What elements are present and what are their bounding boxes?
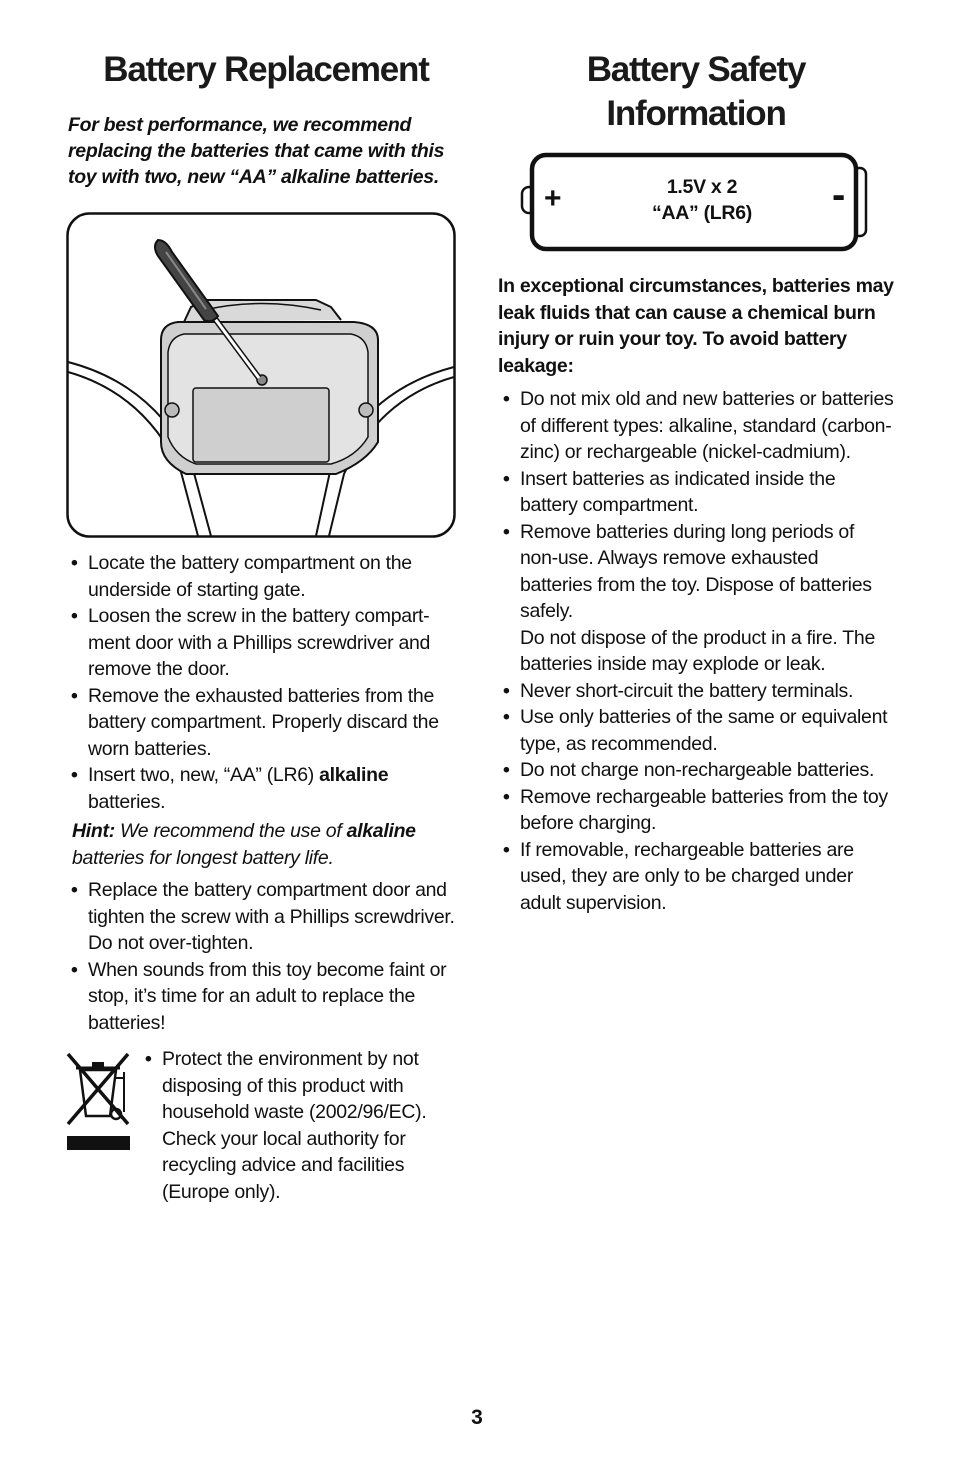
remove-batteries-text: • Remove batteries during long periods of non-use. Always remove exhausted batteries from the toy. Dispose of batteries safely. <box>520 520 872 622</box>
crossed-out-wheelie-bin-icon <box>64 1050 134 1156</box>
screwdriver-battery-compartment-illustration <box>66 212 456 538</box>
replacement-intro: For best performance, we recommend replacing the batteries that came with this toy with two, new “AA” alkaline batteries. <box>68 114 445 188</box>
list-item: • Locate the battery compartment on the underside of starting gate. <box>66 550 466 603</box>
battery-safety-title-line1: Battery Safety <box>586 50 806 89</box>
environment-note-block <box>140 1046 460 1205</box>
battery-plus-sign: + <box>544 182 562 215</box>
insert-step-end: batteries. <box>88 790 166 813</box>
right-column <box>498 0 894 136</box>
list-item: • When sounds from this toy become faint or stop, it’s time for an adult to replace the batteries! <box>66 957 466 1037</box>
list-item: • If removable, rechargeable batteries are used, they are only to be charged under adult supervision. <box>498 837 894 917</box>
list-item <box>66 762 466 815</box>
hint-text: We recommend the use of <box>114 820 347 842</box>
environment-note: • Protect the environment by not disposing of this product with household waste (2002/96/EC). Check your local authority for recycling advice and facilities (Europe only). <box>140 1046 460 1205</box>
safety-list <box>498 386 894 916</box>
hint-text-end: batteries for longest battery life. <box>72 846 334 869</box>
environment-list <box>140 1046 460 1205</box>
list-item: • Loosen the screw in the battery compart-ment door with a Phillips screwdriver and remove the door. <box>66 603 466 683</box>
hint-alkaline: alkaline <box>346 820 416 842</box>
replacement-steps-b <box>66 877 466 1036</box>
left-column-steps <box>66 550 466 1036</box>
left-column <box>66 0 466 190</box>
insert-step-text: Insert two, new, “AA” (LR6) <box>88 764 320 786</box>
battery-safety-title <box>498 48 894 136</box>
list-item <box>498 519 894 678</box>
list-item: • Use only batteries of the same or equivalent type, as recommended. <box>498 704 894 757</box>
alkaline-emphasis: alkaline <box>319 764 389 786</box>
list-item: • Remove rechargeable batteries from the toy before charging. <box>498 784 894 837</box>
list-item: • Never short-circuit the battery terminals. <box>498 678 894 705</box>
battery-label-line1: 1.5V x 2 <box>666 176 738 198</box>
list-item: • Do not mix old and new batteries or batteries of different types: alkaline, standard (carbon-zinc) or rechargeable (nickel-cadmium). <box>498 386 894 466</box>
battery-replacement-title: Battery Replacement <box>103 50 429 89</box>
leakage-warning: In exceptional circumstances, batteries may leak fluids that can cause a chemical burn injury or ruin your toy. To avoid battery leakage: <box>498 275 894 377</box>
hint-note <box>66 818 466 871</box>
battery-safety-title-line2: Information <box>606 94 786 133</box>
hint-label: Hint: <box>72 820 115 842</box>
right-column-body <box>498 273 894 916</box>
battery-minus-sign: - <box>832 173 846 217</box>
fire-warning-text: Do not dispose of the product in a fire. The batteries inside may explode or leak. <box>520 626 875 675</box>
list-item: • Do not charge non-rechargeable batteries. <box>498 757 894 784</box>
page-number: 3 <box>471 1406 483 1429</box>
list-item: • Remove the exhausted batteries from the battery compartment. Properly discard the worn batteries. <box>66 683 466 763</box>
list-item: • Insert batteries as indicated inside the battery compartment. <box>498 466 894 519</box>
replacement-steps-a <box>66 550 466 815</box>
battery-label-line2: “AA” (LR6) <box>652 202 752 224</box>
list-item: • Replace the battery compartment door and tighten the screw with a Phillips screwdriver. Do not over-tighten. <box>66 877 466 957</box>
battery-label <box>600 174 804 226</box>
